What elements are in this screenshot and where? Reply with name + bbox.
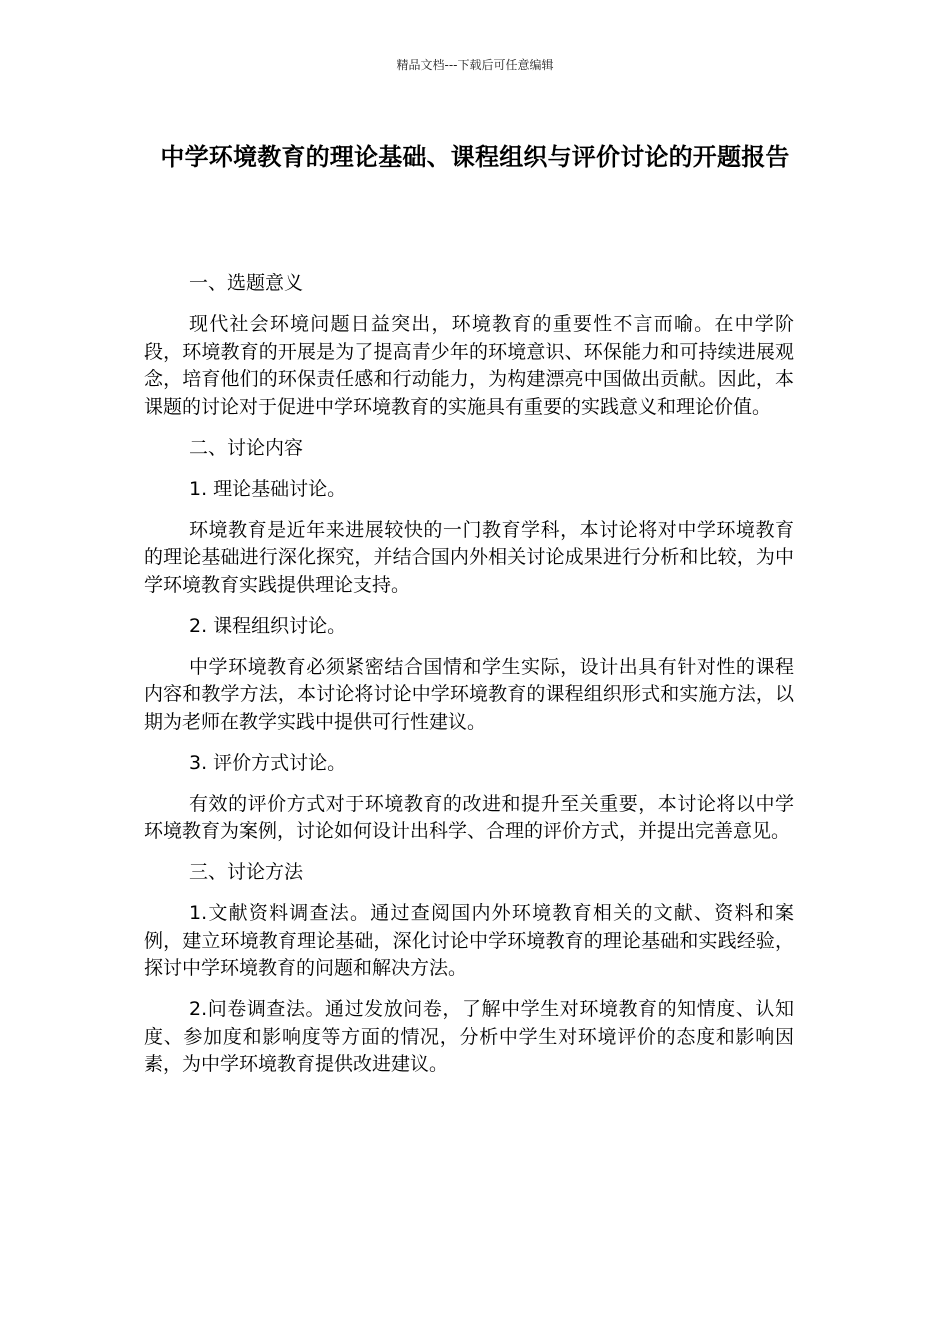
section-heading-significance: 一、选题意义 (189, 272, 304, 294)
header-note: 精品文档---下载后可任意编辑 (396, 58, 554, 72)
paragraph-method-literature: 1.文献资料调查法。通过查阅国内外环境教育相关的文献、资料和案例，建立环境教育理论基础，深化讨论中学环境教育的理论基础和实践经验，探讨中学环境教育的问题和解决方法。 (144, 902, 794, 979)
paragraph-curriculum: 中学环境教育必须紧密结合国情和学生实际，设计出具有针对性的课程内容和教学方法，本讨论将讨论中学环境教育的课程组织形式和实施方法，以期为老师在教学实践中提供可行性建议。 (144, 655, 794, 733)
document-body (144, 270, 794, 1092)
section-heading-content: 二、讨论内容 (189, 436, 304, 459)
subheading-evaluation: 3. 评价方式讨论。 (189, 751, 347, 774)
document-title: 中学环境教育的理论基础、课程组织与评价讨论的开题报告 (160, 143, 790, 171)
section-heading-methods: 三、讨论方法 (189, 861, 304, 883)
subheading-theory: 1. 理论基础讨论。 (189, 477, 347, 500)
subheading-curriculum: 2. 课程组织讨论。 (189, 614, 347, 637)
paragraph-method-questionnaire: 2.问卷调查法。通过发放问卷，了解中学生对环境教育的知情度、认知度、参加度和影响度等方面的情况，分析中学生对环境评价的态度和影响因素，为中学环境教育提供改进建议。 (144, 998, 794, 1075)
paragraph-significance: 现代社会环境问题日益突出，环境教育的重要性不言而喻。在中学阶段，环境教育的开展是为了提高青少年的环境意识、环保能力和可持续进展观念，培育他们的环保责任感和行动能力，为构建漂亮中国做出贡献。因此，本课题的讨论对于促进中学环境教育的实施具有重要的实践意义和理论价值。 (144, 313, 794, 418)
paragraph-evaluation: 有效的评价方式对于环境教育的改进和提升至关重要，本讨论将以中学环境教育为案例，讨论如何设计出科学、合理的评价方式，并提出完善意见。 (144, 792, 794, 842)
paragraph-theory: 环境教育是近年来进展较快的一门教育学科，本讨论将对中学环境教育的理论基础进行深化探究，并结合国内外相关讨论成果进行分析和比较，为中学环境教育实践提供理论支持。 (144, 518, 794, 596)
